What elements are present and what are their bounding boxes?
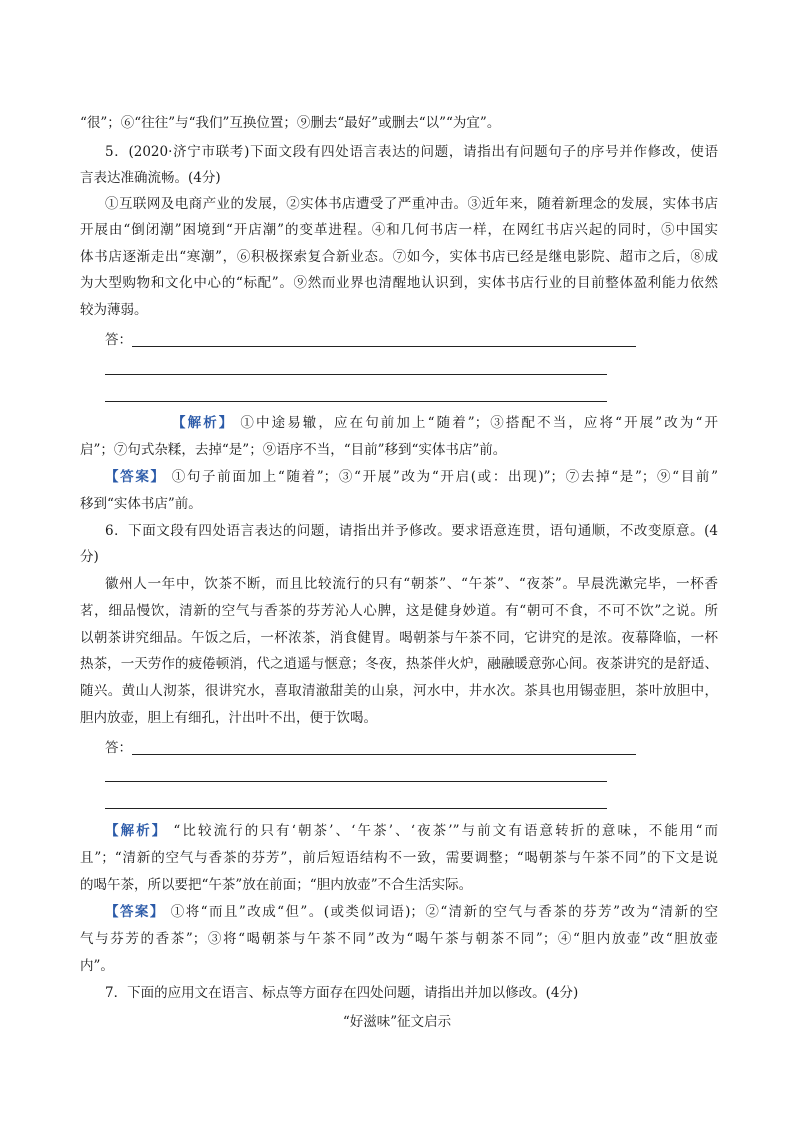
- q6-analysis-text: “比较流行的只有‘朝茶’、‘午茶’、‘夜茶’”与前文有语意转折的意味，不能用“而: [173, 823, 719, 839]
- q7-notice-title: “好滋味”征文启示: [342, 1014, 452, 1030]
- q5-prompt-line: 言表达准确流畅。(4分): [80, 170, 221, 186]
- q5-passage-line: 开展由“倒闭潮”困境到“开店潮”的变革进程。④和几何书店一样，在网红书店兴起的同时，⑤中国实: [80, 222, 718, 238]
- q6-passage-line: 以朝茶讲究细品。午饭之后，一杯浓茶，消食健胃。喝朝茶与午茶不同，它讲究的是浓。夜幕降临，一杯: [80, 630, 718, 646]
- q5-analysis-line: [172, 413, 718, 433]
- q5-key-text: ①句子前面加上“随着”；③“开展”改为“开启(或：出现)”；⑦去掉“是”；⑨“目前”: [171, 469, 718, 485]
- q6-analysis-line: 的喝午茶，所以要把“午茶”放在前面；“胆内放壶”不合生活实际。: [80, 877, 473, 893]
- q7-prompt: 7．下面的应用文在语言、标点等方面存在四处问题，请指出并加以修改。(4分): [105, 985, 579, 1001]
- q5-passage-line: 体书店逐渐走出“寒潮”，⑥积极探索复合新业态。⑦如今，实体书店已经是继电影院、超市之后，⑧成: [80, 249, 718, 265]
- q6-passage-line: 胆内放壶，胆上有细孔，汁出叶不出，便于饮喝。: [80, 710, 377, 726]
- q6-key-line: 内”。: [80, 958, 114, 974]
- q5-passage-line: 为大型购物和文化中心的“标配”。⑨然而业界也清醒地认识到，实体书店行业的目前整体盈利能力依然: [80, 275, 718, 291]
- answer-key-label: 【答案】: [105, 469, 166, 485]
- q5-passage-line: ①互联网及电商产业的发展，②实体书店遭受了严重冲击。③近年来，随着新理念的发展，实体书店: [105, 196, 718, 212]
- q6-passage-line: 热茶，一天劳作的疲倦顿消，代之逍遥与惬意；冬夜，热茶伴火炉，融融暖意弥心间。夜茶讲究的是舒适、: [80, 656, 718, 672]
- q6-prompt-line: 6．下面文段有四处语言表达的问题，请指出并予修改。要求语意连贯，语句通顺，不改变原意。(4: [105, 523, 718, 539]
- q5-answer-line: [105, 401, 607, 402]
- q5-analysis-line: 启”；⑦句式杂糅，去掉“是”；⑨语序不当，“目前”移到“实体书店”前。: [80, 442, 507, 458]
- analysis-label: 【解析】: [105, 823, 168, 839]
- q5-answer-label: 答：: [105, 332, 132, 348]
- q6-answer-line: [132, 754, 636, 755]
- q5-answer-line: [132, 346, 636, 347]
- q5-key-line: [105, 467, 718, 487]
- q5-key-line: 移到“实体书店”前。: [80, 496, 202, 512]
- q4-answer-tail: “很”；⑥“往往”与“我们”互换位置；⑨删去“最好”或删去“以”“为宜”。: [80, 115, 501, 131]
- q5-analysis-text: ①中途易辙，应在句前加上“随着”；③搭配不当，应将“开展”改为“开: [240, 415, 718, 431]
- q6-key-line: [105, 902, 718, 922]
- q6-passage-line: 徽州人一年中，饮茶不断，而且比较流行的只有“朝茶”、“午茶”、“夜茶”。早晨洗漱完毕，一杯香: [105, 576, 718, 592]
- q6-answer-line: [105, 808, 607, 809]
- q6-analysis-line: [105, 821, 718, 841]
- q6-answer-label: 答：: [105, 740, 132, 756]
- q5-prompt-line: 5．(2020·济宁市联考)下面文段有四处语言表达的问题，请指出有问题句子的序号并作修改，使语: [105, 144, 718, 160]
- analysis-label: 【解析】: [172, 415, 235, 431]
- answer-key-label: 【答案】: [105, 904, 165, 920]
- q6-key-line: 气与芬芳的香茶”；③将“喝朝茶与午茶不同”改为“喝午茶与朝茶不同”；④“胆内放壶”改“胆放壶: [80, 931, 718, 947]
- q6-passage-line: 随兴。黄山人沏茶，很讲究水，喜取清澈甜美的山泉，河水中，井水次。茶具也用锡壶胆，茶叶放胆中，: [80, 683, 718, 699]
- q6-prompt-line: 分): [80, 549, 99, 565]
- q6-answer-line: [105, 781, 607, 782]
- q6-analysis-line: 且”；“清新的空气与香茶的芬芳”，前后短语结构不一致，需要调整；“喝朝茶与午茶不同”的下文是说: [80, 850, 718, 866]
- q6-key-text: ①将“而且”改成“但”。(或类似词语)；②“清新的空气与香茶的芬芳”改为“清新的空: [170, 904, 718, 920]
- q5-answer-line: [105, 374, 607, 375]
- q6-passage-line: 茗，细品慢饮，清新的空气与香茶的芬芳沁人心脾，这是健身妙道。有“朝可不食，不可不饮”之说。所: [80, 603, 718, 619]
- q5-passage-line: 较为薄弱。: [80, 302, 148, 318]
